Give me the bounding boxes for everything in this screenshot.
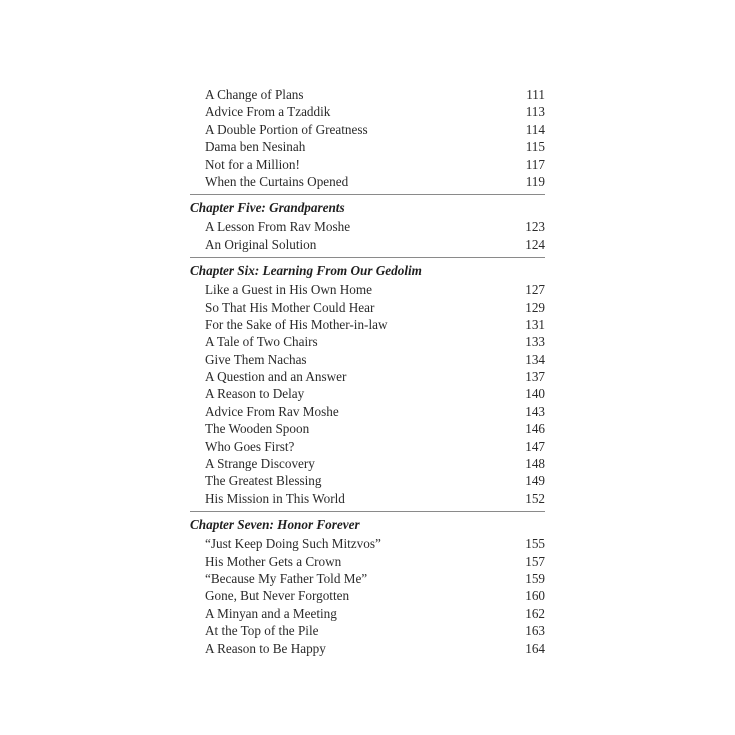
entry-page-number: 114 [525, 121, 545, 137]
entry-page-number: 140 [525, 386, 545, 402]
entry-page-number: 164 [525, 640, 545, 656]
entry-page-number: 163 [525, 623, 545, 639]
entry-title: A Minyan and a Meeting [205, 605, 337, 621]
toc-entry [190, 420, 545, 437]
toc-entry [190, 438, 545, 455]
entry-page-number: 149 [525, 473, 545, 489]
entry-title: Gone, But Never Forgotten [205, 588, 350, 604]
toc-entry [190, 535, 545, 552]
entry-page-number: 159 [525, 570, 545, 586]
entry-title: Dama ben Nesinah [205, 139, 306, 155]
toc-entry [190, 138, 545, 155]
entry-title: A Tale of Two Chairs [205, 334, 318, 350]
toc-entry [190, 156, 545, 173]
toc-entry [190, 385, 545, 402]
entry-title: An Original Solution [205, 236, 317, 252]
toc-entry [190, 605, 545, 622]
toc-section [190, 511, 545, 657]
entry-title: At the Top of the Pile [205, 623, 319, 639]
entry-title: Who Goes First? [205, 438, 295, 454]
toc-entry [190, 587, 545, 604]
chapter-heading: Chapter Six: Learning From Our Gedolim [190, 263, 422, 279]
entry-page-number: 160 [525, 588, 545, 604]
entry-page-number: 119 [525, 173, 545, 189]
entry-page-number: 147 [525, 438, 545, 454]
entry-title: “Because My Father Told Me” [205, 570, 368, 586]
toc-entry [190, 316, 545, 333]
entry-page-number: 162 [525, 605, 545, 621]
toc-entry [190, 281, 545, 298]
entry-title: Not for a Million! [205, 156, 300, 172]
entry-page-number: 111 [526, 87, 545, 102]
entry-title: His Mission in This World [205, 490, 345, 506]
toc-entry [190, 86, 545, 103]
toc-entry [190, 218, 545, 235]
entry-title: So That His Mother Could Hear [205, 299, 375, 315]
entry-page-number: 127 [525, 282, 545, 298]
entry-page-number: 146 [525, 421, 545, 437]
entry-page-number: 155 [525, 536, 545, 552]
entry-title: Give Them Nachas [205, 351, 307, 367]
entry-title: The Wooden Spoon [205, 421, 310, 437]
entry-title: Like a Guest in His Own Home [205, 282, 373, 298]
entry-title: A Double Portion of Greatness [205, 121, 368, 137]
entry-page-number: 137 [525, 369, 545, 385]
toc-entry [190, 622, 545, 639]
toc-entry [190, 403, 545, 420]
toc-entry [190, 173, 545, 190]
entry-page-number: 148 [525, 456, 545, 472]
entry-page-number: 123 [525, 219, 545, 235]
toc-entry [190, 333, 545, 350]
toc-entry [190, 351, 545, 368]
entry-title: When the Curtains Opened [205, 173, 349, 189]
entry-page-number: 129 [525, 299, 545, 315]
entry-page-number: 152 [525, 490, 545, 506]
toc-entry [190, 121, 545, 138]
entry-page-number: 131 [525, 316, 545, 332]
entry-title: A Question and an Answer [205, 369, 347, 385]
toc-entry [190, 570, 545, 587]
entry-title: His Mother Gets a Crown [205, 553, 342, 569]
entry-page-number: 124 [525, 236, 545, 252]
toc-section [190, 86, 545, 190]
toc-entry [190, 103, 545, 120]
entry-title: A Reason to Be Happy [205, 640, 326, 656]
toc-section [190, 194, 545, 253]
entry-page-number: 143 [525, 403, 545, 419]
entry-page-number: 115 [525, 139, 545, 155]
entry-page-number: 133 [525, 334, 545, 350]
entry-title: Advice From Rav Moshe [205, 403, 339, 419]
entry-title: A Strange Discovery [205, 456, 315, 472]
entry-title: A Reason to Delay [205, 386, 305, 402]
toc-entry [190, 299, 545, 316]
entry-title: For the Sake of His Mother-in-law [205, 316, 388, 332]
entry-page-number: 157 [525, 553, 545, 569]
chapter-heading: Chapter Seven: Honor Forever [190, 517, 360, 533]
toc-entry [190, 472, 545, 489]
entry-page-number: 134 [525, 351, 545, 367]
entry-page-number: 113 [525, 104, 545, 120]
entry-title: “Just Keep Doing Such Mitzvos” [205, 536, 381, 552]
entry-title: A Change of Plans [205, 87, 304, 102]
toc-entry [190, 368, 545, 385]
entry-title: Advice From a Tzaddik [205, 104, 331, 120]
toc-entry [190, 640, 545, 657]
toc-section [190, 257, 545, 507]
entry-page-number: 117 [525, 156, 545, 172]
toc-entry [190, 455, 545, 472]
chapter-heading: Chapter Five: Grandparents [190, 200, 345, 216]
toc-entry [190, 236, 545, 253]
toc-entry [190, 490, 545, 507]
toc-entry [190, 553, 545, 570]
table-of-contents [190, 86, 545, 657]
entry-title: A Lesson From Rav Moshe [205, 219, 351, 235]
entry-title: The Greatest Blessing [205, 473, 322, 489]
